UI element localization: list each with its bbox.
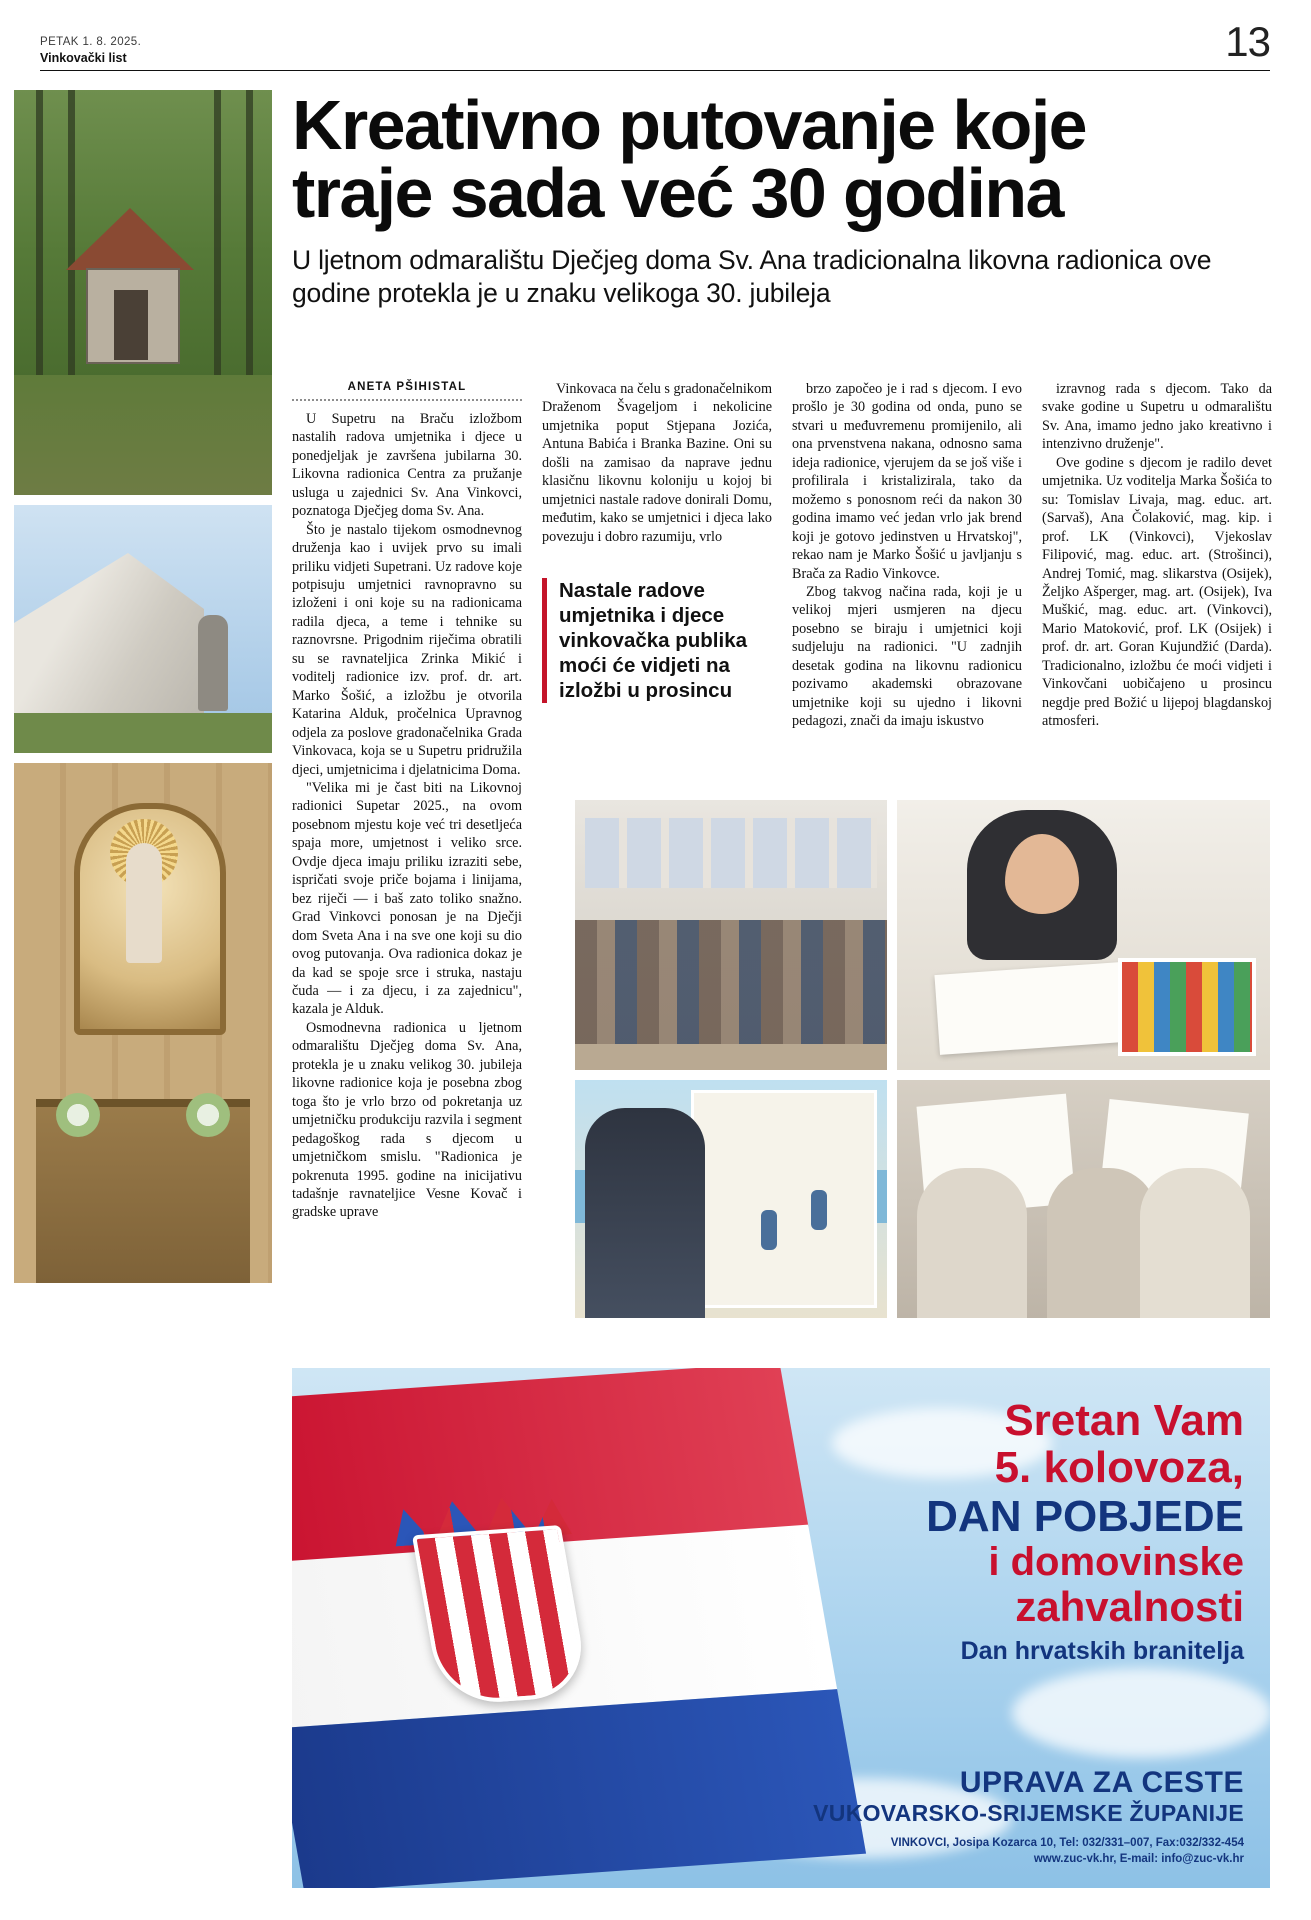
advert-contact-line-1: VINKOVCI, Josipa Kozarca 10, Tel: 032/331–007, Fax:032/332-454 <box>890 1836 1244 1849</box>
text-column-2 <box>542 380 772 546</box>
advert-contact-line-2[interactable]: www.zuc-vk.hr, E-mail: info@zuc-vk.hr <box>1033 1853 1244 1866</box>
advert-line-4: i domovinske <box>988 1539 1244 1584</box>
cloud <box>1012 1668 1270 1758</box>
photo-forest-chapel <box>14 90 272 495</box>
advert-footer <box>624 1766 1244 1868</box>
paragraph: Osmodnevna radionica u ljetnom odmaralištu Dječjeg doma Sv. Ana, protekla je u znaku velikog 30. jubileja likovne radionice koja je posebna zbog toga što je vrlo brzo od pokretanja uz umjetničku produkciju razvila i segment pedagoškog rada s djecom u umjetničkom smislu. "Radionica je pokrenuta 1995. godine na inicijativu tadašnje ravnateljice Vesne Kovač i gradske uprave <box>292 1019 522 1221</box>
left-photo-column <box>14 90 272 1283</box>
text-column-1 <box>292 380 522 1222</box>
lawn <box>14 713 272 753</box>
subheadline: U ljetnom odmaralištu Dječjeg doma Sv. Ana tradicionalna likovna radionica ove godine protekla je u znaku velikoga 30. jubileja <box>292 244 1212 308</box>
saint-figure <box>126 843 162 963</box>
paragraph: brzo započeo je i rad s djecom. I evo prošlo je 30 godina od onda, puno se stvari u međuvremenu promijenilo, ali ona prvenstvena nakana, odnosno sama ideja radionice, vjerujem da se još više i profilirala i kristalizirala, tako da možemo s ponosnom reći da nakon 30 godina imamo već jedan vrlo jak brend koji je gotovo jedinstven u Hrvatskoj", rekao nam je Marko Šošić u javljanju s Brača za Radio Vinkovce. <box>792 381 1022 582</box>
masthead <box>40 18 1270 71</box>
forest-ground <box>14 375 272 495</box>
advert-line-2: 5. kolovoza, <box>994 1442 1244 1492</box>
photo-workshop-room <box>575 800 887 1070</box>
advert-organization-region: VUKOVARSKO-SRIJEMSKE ŽUPANIJE <box>813 1799 1244 1826</box>
advertisement[interactable] <box>292 1368 1270 1888</box>
page-number: 13 <box>1225 18 1270 65</box>
floor <box>575 1044 887 1070</box>
paragraph: Vinkovaca na čelu s gradonačelnikom Draženom Švageljom i nekolicine umjetnika poput Stjepana Jozića, Antuna Babića i Branka Bazine. Oni su došli na zamisao da naprave jednu klasičnu likovnu koloniju u kojoj bi umjetnici nastale radove donirali Domu, međutim, kako se umjetnici i djeca lako povezuju i dobro razumiju, vrlo <box>542 381 772 545</box>
byline: ANETA PŠIHISTAL <box>347 381 467 393</box>
masthead-paper-name: Vinkovački list <box>40 51 127 65</box>
advert-line-1: Sretan Vam <box>1004 1396 1244 1445</box>
advert-line-3: DAN POBJEDE <box>926 1492 1244 1542</box>
photo-artist-drawing <box>897 800 1270 1070</box>
advert-line-6: Dan hrvatskih branitelja <box>960 1637 1244 1666</box>
text-column-3 <box>792 380 1022 731</box>
text-column-4 <box>1042 380 1272 731</box>
painting-canvas <box>691 1090 877 1308</box>
advert-headline-block <box>644 1398 1244 1666</box>
photo-modern-building <box>14 505 272 753</box>
paint-palette <box>1118 958 1256 1056</box>
painted-figure <box>811 1190 827 1230</box>
advert-organization: UPRAVA ZA CESTE <box>959 1765 1244 1799</box>
paragraph: U Supetru na Braču izložbom nastalih radova umjetnika i djece u ponedjeljak je završena jubilarna 30. Likovna radionica Centra za pružanje usluga u zajednici Sv. Ana Vinkovci, poznatoga Dječjeg doma Sv. Ana. <box>292 410 522 520</box>
studio-scene <box>897 800 1270 1070</box>
article-body <box>292 380 1272 1221</box>
photo-beach-painting <box>575 1080 887 1318</box>
flower-left <box>56 1093 100 1137</box>
drawing-paper <box>934 961 1139 1055</box>
photo-church-altar <box>14 763 272 1283</box>
chapel-door <box>114 290 148 360</box>
beach-scene <box>575 1080 887 1318</box>
paragraph: izravnog rada s djecom. Tako da svake godine u Supetru u odmaralištu Sv. Ana, imamo jedno jako kreativno i intenzivno druženje". <box>1042 381 1272 453</box>
headline-line-1: Kreativno putovanje koje <box>292 86 1087 164</box>
wall-artworks <box>585 818 877 888</box>
photo-children-drawing <box>897 1080 1270 1318</box>
room-scene <box>575 800 887 1070</box>
headline-block <box>292 86 1270 310</box>
paragraph: "Velika mi je čast biti na Likovnoj radionici Supetar 2025., na ovom posebnom mjestu koje već tri desetljeća spaja more, umjetnost i veliko srce. Ovdje djeca imaju priliku izraziti sebe, ispričati svoje priče bojama i linijama, bez riječi — i baš zato toliko snažno. Grad Vinkovci ponosan je na Dječji dom Sveta Ana i na sve one koji su dio ovog putovanja. Ova radionica dokaz je da kad se spoje srce i struka, nastaju čuda — i za djecu, i za zajednicu", kazala je Alduk. <box>292 780 522 1018</box>
byline-divider <box>292 399 522 401</box>
advert-line-5: zahvalnosti <box>1015 1582 1244 1630</box>
paragraph: Ove godine s djecom je radilo devet umjetnika. Uz voditelja Marka Šošića to su: Tomislav Livaja, mag. educ. art. (Sarvaš), Ana Čolaković, mag. kip. i prof. LK (Vinkovci), Vjekoslav Filipović, mag. educ. art. (Strošinci), Andrej Tomić, mag. slikarstva (Osijek), Željko Ašperger, mag. art. (Osijek), Iva Muškić, mag. educ. art. (Vinkovci), Mario Matoković, prof. LK (Osijek) i prof. dr. art. Goran Kujundžić (Darda). Tradicionalno, izložbu će moći vidjeti i Vinkovčani uobičajeno u prosincu negdje pred Božić u lijepoj blagdanskoj atmosferi. <box>1042 454 1272 730</box>
girl-painting <box>585 1108 705 1318</box>
child-figure <box>917 1168 1027 1318</box>
paragraph: Što je nastalo tijekom osmodnevnog druženja kao i uvijek prvo su imali priliku vidjeti Supetrani. Uz radove koje potpisuju umjetnici ravnopravno su izloženi i oni koje su na radionicama radila djeca, a teme i tehnike su raznovrsne. Prigodnim riječima obratili su se ravnateljica Zrinka Mikić i voditelj radionice izv. prof. dr. art. Marko Šošić, a izložbu je otvorila Katarina Alduk, pročelnica Upravnog odjela za poslove gradonačelnika Grada Vinkovaca, koja se u Supetru pridružila djeci, umjetnicima i djelatnicima Doma. <box>292 521 522 778</box>
children-scene <box>897 1080 1270 1318</box>
masthead-date: PETAK 1. 8. 2025. <box>40 36 142 48</box>
paragraph: Zbog takvog načina rada, koji je u velikoj mjeri usmjeren na djecu posebno se biraju i umjetnici koji sudjeluju na radionici. "U zadnjih desetak godina na likovnu radionicu pozivamo akademski obrazovane umjetnike koji su ujedno i likovni pedagozi, znači da imaju iskustvo <box>792 583 1022 730</box>
statue-shape <box>198 615 228 711</box>
child-figure <box>1140 1168 1250 1318</box>
painted-figure <box>761 1210 777 1250</box>
pull-quote: Nastale radove umjetnika i djece vinkovačka publika moći će vidjeti na izložbi u prosincu <box>542 578 785 703</box>
headline-line-2: traje sada već 30 godina <box>292 153 1063 232</box>
flower-right <box>186 1093 230 1137</box>
